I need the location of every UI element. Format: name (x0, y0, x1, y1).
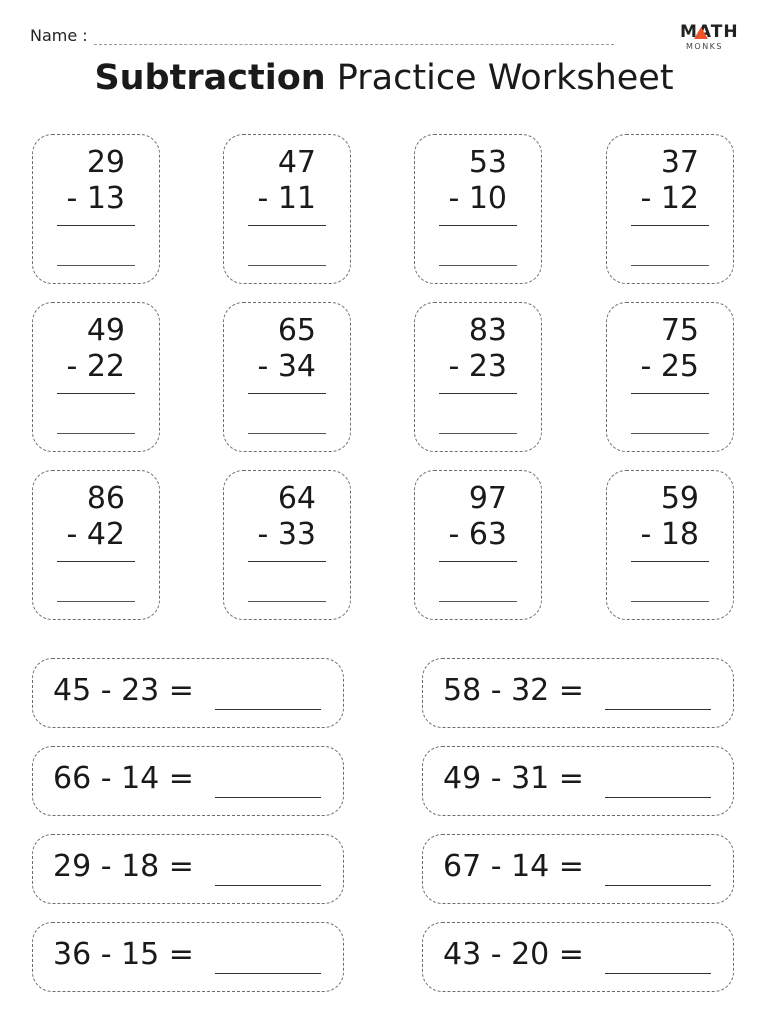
vertical-problem (223, 134, 351, 284)
horizontal-problem (422, 922, 734, 992)
logo-word: MATH (680, 22, 739, 42)
sum-rule (248, 393, 326, 394)
horizontal-problem (422, 746, 734, 816)
answer-line[interactable] (248, 601, 326, 602)
sum-rule (439, 561, 517, 562)
sum-rule (631, 561, 709, 562)
answer-line[interactable] (631, 265, 709, 266)
minuend: 75 (660, 313, 699, 348)
sum-rule (57, 393, 135, 394)
answer-line[interactable] (57, 601, 135, 602)
problem-expression: 66 - 14 = (53, 761, 194, 796)
subtrahend: - 23 (448, 349, 507, 384)
problem-expression: 43 - 20 = (443, 937, 584, 972)
name-row (30, 26, 620, 48)
minuend: 86 (86, 481, 125, 516)
title-rest: Practice Worksheet (325, 58, 674, 98)
minuend: 29 (86, 145, 125, 180)
minuend: 97 (468, 481, 507, 516)
problem-expression: 45 - 23 = (53, 673, 194, 708)
subtrahend: - 11 (257, 181, 316, 216)
math-monks-logo (672, 22, 752, 62)
subtrahend: - 42 (66, 517, 125, 552)
answer-line[interactable] (439, 601, 517, 602)
sum-rule (439, 225, 517, 226)
problem-expression: 49 - 31 = (443, 761, 584, 796)
minuend: 65 (277, 313, 316, 348)
horizontal-problem (422, 658, 734, 728)
horizontal-problem (32, 922, 344, 992)
answer-line[interactable] (605, 709, 711, 710)
sum-rule (248, 561, 326, 562)
answer-line[interactable] (631, 601, 709, 602)
answer-line[interactable] (605, 797, 711, 798)
horizontal-problem (422, 834, 734, 904)
vertical-problem (32, 470, 160, 620)
logo-triangle-icon (694, 27, 708, 39)
subtrahend: - 63 (448, 517, 507, 552)
subtrahend: - 22 (66, 349, 125, 384)
vertical-problem (414, 470, 542, 620)
subtrahend: - 13 (66, 181, 125, 216)
horizontal-problem (32, 658, 344, 728)
sum-rule (439, 393, 517, 394)
answer-line[interactable] (215, 973, 321, 974)
minuend: 64 (277, 481, 316, 516)
minuend: 53 (468, 145, 507, 180)
vertical-problem (606, 470, 734, 620)
answer-line[interactable] (631, 433, 709, 434)
minuend: 37 (660, 145, 699, 180)
sum-rule (57, 225, 135, 226)
problem-expression: 58 - 32 = (443, 673, 584, 708)
name-input-line[interactable] (94, 44, 614, 45)
vertical-problem (223, 302, 351, 452)
horizontal-problem (32, 746, 344, 816)
name-label: Name : (30, 26, 88, 45)
subtrahend: - 18 (640, 517, 699, 552)
answer-line[interactable] (215, 885, 321, 886)
answer-line[interactable] (248, 265, 326, 266)
vertical-problem (223, 470, 351, 620)
sum-rule (248, 225, 326, 226)
vertical-problem (606, 302, 734, 452)
sum-rule (631, 225, 709, 226)
answer-line[interactable] (439, 433, 517, 434)
answer-line[interactable] (57, 265, 135, 266)
subtrahend: - 33 (257, 517, 316, 552)
minuend: 59 (660, 481, 699, 516)
answer-line[interactable] (248, 433, 326, 434)
vertical-problem (32, 302, 160, 452)
subtrahend: - 25 (640, 349, 699, 384)
sum-rule (57, 561, 135, 562)
minuend: 83 (468, 313, 507, 348)
vertical-problem (414, 302, 542, 452)
minuend: 49 (86, 313, 125, 348)
answer-line[interactable] (57, 433, 135, 434)
problem-expression: 29 - 18 = (53, 849, 194, 884)
subtrahend: - 12 (640, 181, 699, 216)
answer-line[interactable] (439, 265, 517, 266)
horizontal-problem (32, 834, 344, 904)
answer-line[interactable] (605, 885, 711, 886)
subtrahend: - 10 (448, 181, 507, 216)
vertical-problem (606, 134, 734, 284)
title-bold: Subtraction (94, 58, 326, 98)
vertical-problem (414, 134, 542, 284)
problem-expression: 36 - 15 = (53, 937, 194, 972)
page-title (0, 58, 768, 98)
logo-subtitle: MONKS (686, 42, 724, 51)
sum-rule (631, 393, 709, 394)
subtrahend: - 34 (257, 349, 316, 384)
answer-line[interactable] (215, 709, 321, 710)
answer-line[interactable] (215, 797, 321, 798)
vertical-problem (32, 134, 160, 284)
minuend: 47 (277, 145, 316, 180)
answer-line[interactable] (605, 973, 711, 974)
problem-expression: 67 - 14 = (443, 849, 584, 884)
